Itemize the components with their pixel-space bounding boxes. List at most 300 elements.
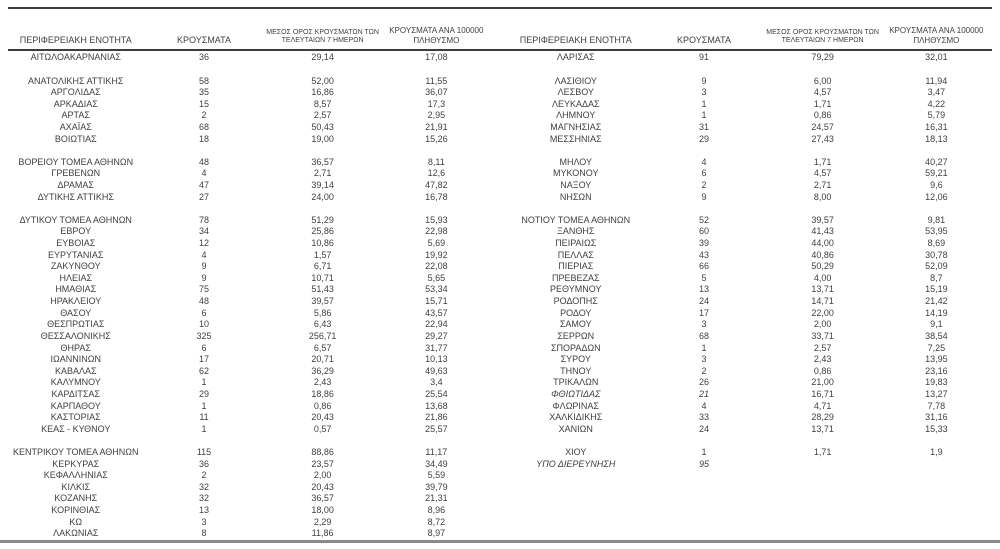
cell-per100k: 31,16: [925, 412, 948, 423]
cell-region: ΛΑΡΙΣΑΣ: [556, 52, 595, 63]
cell-cases: 15: [199, 98, 210, 109]
cell-cases: 48: [199, 156, 210, 167]
cell-avg7: 14,71: [811, 296, 834, 307]
column-header-region: ΠΕΡΙΦΕΡΕΙΑΚΗ ΕΝΟΤΗΤΑ: [19, 34, 132, 45]
cell-avg7: 36,57: [311, 493, 334, 504]
table-row: [8, 180, 492, 192]
table-row: [8, 424, 492, 436]
cell-avg7: 79,29: [811, 52, 834, 63]
cell-avg7: 36,29: [311, 365, 334, 376]
cell-avg7: 6,43: [313, 319, 332, 330]
table-row: [8, 482, 492, 494]
cell-region: ΑΡΤΑΣ: [61, 110, 90, 121]
cell-cases: 9: [201, 272, 207, 283]
cell-per100k: 8,69: [927, 238, 946, 249]
cell-per100k: 5,59: [427, 470, 446, 481]
cell-region: ΚΕΦΑΛΛΗΝΙΑΣ: [43, 470, 108, 481]
cell-cases: 1: [701, 342, 707, 353]
cell-per100k: 53,34: [425, 284, 448, 295]
table-row: [8, 191, 492, 203]
cell-cases: 78: [199, 214, 210, 225]
table-row: [8, 307, 492, 319]
table-row: [8, 412, 492, 424]
cell-per100k: 30,78: [925, 249, 948, 260]
table-row: [508, 331, 992, 343]
cell-avg7: 19,00: [311, 133, 334, 144]
cell-per100k: 15,26: [425, 133, 448, 144]
cell-cases: 8: [201, 528, 207, 539]
cell-per100k: 1,9: [930, 447, 943, 458]
table-row: [508, 226, 992, 238]
cell-per100k: 22,08: [425, 261, 448, 272]
cell-avg7: 2,00: [313, 470, 332, 481]
cell-cases: 9: [201, 261, 207, 272]
cell-avg7: 18,86: [311, 388, 334, 399]
cell-cases: 2: [201, 470, 207, 481]
cell-per100k: 5,79: [927, 110, 946, 121]
table-row: [508, 319, 992, 331]
cell-cases: 32: [199, 493, 210, 504]
cell-cases: 36: [199, 458, 210, 469]
spacer-row: [8, 435, 492, 447]
cell-region: ΚΑΒΑΛΑΣ: [54, 365, 97, 376]
cell-region: ΛΑΣΙΘΙΟΥ: [554, 75, 597, 86]
table-row: [508, 342, 992, 354]
table-row: [8, 249, 492, 261]
cell-avg7: 2,00: [813, 319, 832, 330]
cell-region: ΚΑΣΤΟΡΙΑΣ: [50, 412, 101, 423]
cell-avg7: 51,43: [311, 284, 334, 295]
cell-avg7: 5,86: [313, 307, 332, 318]
cell-per100k: 8,97: [427, 528, 446, 539]
cell-avg7: 29,14: [311, 52, 334, 63]
cell-region: ΔΡΑΜΑΣ: [57, 180, 94, 190]
cell-cases: 48: [199, 296, 210, 307]
cell-avg7: 256,71: [308, 330, 337, 341]
cell-cases: 4: [201, 168, 207, 179]
cell-region: ΚΕΑΣ - ΚΥΘΝΟΥ: [41, 423, 111, 434]
cell-cases: 6: [701, 168, 707, 179]
cell-per100k: 19,83: [925, 377, 948, 388]
cell-per100k: 59,21: [925, 168, 948, 179]
cell-cases: 47: [199, 180, 210, 190]
cell-cases: 17: [699, 307, 710, 318]
cell-region: ΙΩΑΝΝΙΝΩΝ: [50, 354, 101, 365]
cell-avg7: 51,29: [311, 214, 334, 225]
cell-per100k: 49,63: [425, 365, 448, 376]
cell-per100k: 22,94: [425, 319, 448, 330]
cell-region: ΒΟΙΩΤΙΑΣ: [54, 133, 97, 144]
cell-region: ΚΟΖΑΝΗΣ: [54, 493, 98, 504]
cell-cases: 31: [699, 121, 710, 132]
cell-per100k: 22,98: [425, 226, 448, 237]
spacer-row: [508, 203, 992, 215]
table-row: [508, 249, 992, 261]
table-row: [8, 98, 492, 110]
cell-per100k: 18,13: [925, 133, 948, 144]
cell-avg7: 24,00: [311, 191, 334, 202]
cell-avg7: 13,71: [811, 284, 834, 295]
cell-region: ΛΑΚΩΝΙΑΣ: [53, 528, 99, 539]
spacer-row: [508, 145, 992, 157]
cell-per100k: 7,78: [927, 400, 946, 411]
cell-cases: 1: [701, 447, 707, 458]
cell-avg7: 2,57: [813, 342, 832, 353]
cell-region: ΥΠΟ ΔΙΕΡΕΥΝΗΣΗ: [536, 458, 616, 469]
cell-cases: 3: [201, 516, 207, 527]
cell-per100k: 29,27: [425, 330, 448, 341]
cell-per100k: 21,86: [425, 412, 448, 423]
cell-cases: 68: [699, 330, 710, 341]
cell-avg7: 16,86: [311, 87, 334, 98]
cell-region: ΚΑΛΥΜΝΟΥ: [50, 377, 101, 388]
cell-region: ΣΥΡΟΥ: [560, 354, 591, 365]
cell-region: ΝΗΣΩΝ: [559, 191, 592, 202]
cell-avg7: 0,86: [813, 365, 832, 376]
table-row: [8, 319, 492, 331]
cell-cases: 66: [699, 261, 710, 272]
cell-cases: 1: [201, 423, 207, 434]
cell-cases: 95: [699, 458, 710, 469]
cell-per100k: 17,3: [427, 98, 446, 109]
cell-avg7: 21,00: [811, 377, 834, 388]
cell-per100k: 15,19: [925, 284, 948, 295]
cell-avg7: 27,43: [811, 133, 834, 144]
cell-region: ΝΟΤΙΟΥ ΤΟΜΕΑ ΑΘΗΝΩΝ: [521, 214, 631, 225]
table-row: [508, 75, 992, 87]
cell-cases: 43: [699, 249, 710, 260]
table-row: [508, 424, 992, 436]
cell-region: ΚΩ: [69, 516, 83, 527]
table-body: [508, 52, 992, 470]
cell-region: ΚΟΡΙΝΘΙΑΣ: [51, 505, 101, 516]
cell-cases: 2: [701, 180, 707, 190]
table-row: [8, 296, 492, 308]
table-row: [8, 261, 492, 273]
cell-region: ΡΟΔΟΥ: [560, 307, 592, 318]
cell-per100k: 13,68: [425, 400, 448, 411]
cell-per100k: 11,55: [425, 75, 448, 86]
table-row: [508, 156, 992, 168]
cell-cases: 12: [199, 238, 210, 249]
cell-region: ΧΙΟΥ: [565, 447, 587, 458]
cell-cases: 1: [201, 400, 207, 411]
cell-avg7: 39,14: [311, 180, 334, 190]
column-header-per100k: ΚΡΟΥΣΜΑΤΑ ΑΝΑ 100000 ΠΛΗΘΥΣΜΟ: [389, 26, 484, 45]
table-row: [8, 122, 492, 134]
cell-cases: 17: [199, 354, 210, 365]
table-row: [8, 168, 492, 180]
spacer-row: [508, 64, 992, 76]
cell-avg7: 0,57: [313, 423, 332, 434]
cell-per100k: 38,54: [925, 330, 948, 341]
cell-per100k: 15,33: [925, 423, 948, 434]
cell-avg7: 13,71: [811, 423, 834, 434]
cell-cases: 75: [199, 284, 210, 295]
cell-avg7: 4,00: [813, 272, 832, 283]
table-row: [508, 365, 992, 377]
cell-avg7: 4,71: [813, 400, 832, 411]
table-row: [508, 110, 992, 122]
cell-avg7: 16,71: [811, 388, 834, 399]
cell-region: ΚΑΡΔΙΤΣΑΣ: [51, 388, 100, 399]
table-row: [8, 133, 492, 145]
table-row: [8, 516, 492, 528]
cell-per100k: 13,95: [925, 354, 948, 365]
cell-region: ΞΑΝΘΗΣ: [557, 226, 595, 237]
cell-avg7: 39,57: [311, 296, 334, 307]
cell-avg7: 22,00: [811, 307, 834, 318]
cell-avg7: 1,71: [813, 447, 832, 458]
cell-per100k: 11,17: [425, 447, 448, 458]
cell-region: ΣΕΡΡΩΝ: [557, 330, 595, 341]
cell-cases: 36: [199, 52, 210, 63]
cell-per100k: 47,82: [425, 180, 448, 190]
cell-avg7: 36,57: [311, 156, 334, 167]
cell-cases: 6: [201, 342, 207, 353]
table-header: [508, 9, 992, 48]
cell-per100k: 9,6: [930, 180, 943, 190]
cell-cases: 32: [199, 481, 210, 492]
cell-region: ΗΜΑΘΙΑΣ: [55, 284, 97, 295]
cell-cases: 62: [199, 365, 210, 376]
cell-avg7: 39,57: [811, 214, 834, 225]
cell-avg7: 28,29: [811, 412, 834, 423]
cell-cases: 9: [701, 191, 707, 202]
cell-per100k: 52,09: [925, 261, 948, 272]
cell-region: ΠΕΙΡΑΙΩΣ: [555, 238, 597, 249]
cell-cases: 91: [699, 52, 710, 63]
cell-cases: 52: [699, 214, 710, 225]
cell-cases: 13: [699, 284, 710, 295]
cell-region: ΚΕΝΤΡΙΚΟΥ ΤΟΜΕΑ ΑΘΗΝΩΝ: [13, 447, 139, 458]
cell-cases: 4: [701, 156, 707, 167]
cell-region: ΧΑΛΚΙΔΙΚΗΣ: [549, 412, 603, 423]
table-row: [508, 168, 992, 180]
cell-region: ΦΘΙΩΤΙΔΑΣ: [551, 388, 601, 399]
table-row: [508, 296, 992, 308]
cell-avg7: 10,71: [311, 272, 334, 283]
cell-avg7: 2,57: [313, 110, 332, 121]
cell-avg7: 4,57: [813, 168, 832, 179]
cell-avg7: 25,86: [311, 226, 334, 237]
table-row: [508, 307, 992, 319]
cell-region: ΚΑΡΠΑΘΟΥ: [50, 400, 101, 411]
cell-region: ΦΛΩΡΙΝΑΣ: [552, 400, 599, 411]
cell-region: ΣΑΜΟΥ: [559, 319, 592, 330]
cell-avg7: 44,00: [811, 238, 834, 249]
cell-cases: 2: [201, 110, 207, 121]
table-row: [508, 122, 992, 134]
table-row: [508, 215, 992, 227]
table-row: [8, 377, 492, 389]
cell-cases: 1: [701, 110, 707, 121]
cell-per100k: 39,79: [425, 481, 448, 492]
table-row: [8, 52, 492, 64]
cell-avg7: 6,00: [813, 75, 832, 86]
table-row: [8, 505, 492, 517]
cell-per100k: 40,27: [925, 156, 948, 167]
regional-table-right: [508, 0, 992, 549]
table-row: [508, 400, 992, 412]
cell-region: ΕΒΡΟΥ: [60, 226, 92, 237]
cell-per100k: 31,77: [425, 342, 448, 353]
cell-region: ΣΠΟΡΑΔΩΝ: [550, 342, 601, 353]
cell-cases: 13: [199, 505, 210, 516]
cell-cases: 2: [701, 365, 707, 376]
table-row: [8, 389, 492, 401]
cell-avg7: 52,00: [311, 75, 334, 86]
cell-per100k: 34,49: [425, 458, 448, 469]
cell-avg7: 6,71: [313, 261, 332, 272]
cell-avg7: 4,57: [813, 87, 832, 98]
table-row: [508, 354, 992, 366]
table-row: [8, 238, 492, 250]
cell-region: ΜΗΛΟΥ: [559, 156, 593, 167]
cell-region: ΗΛΕΙΑΣ: [59, 272, 93, 283]
cell-region: ΝΑΞΟΥ: [560, 180, 592, 190]
table-row: [508, 133, 992, 145]
cell-per100k: 17,08: [425, 52, 448, 63]
cell-per100k: 15,93: [425, 214, 448, 225]
cell-cases: 33: [699, 412, 710, 423]
cell-avg7: 0,86: [813, 110, 832, 121]
table-row: [508, 180, 992, 192]
cell-cases: 1: [201, 377, 207, 388]
cell-region: ΘΕΣΠΡΩΤΙΑΣ: [47, 319, 105, 330]
cell-per100k: 21,91: [425, 121, 448, 132]
cell-per100k: 14,19: [925, 307, 948, 318]
table-row: [8, 354, 492, 366]
cell-per100k: 8,72: [427, 516, 446, 527]
table-row: [8, 273, 492, 285]
cell-region: ΜΕΣΣΗΝΙΑΣ: [549, 133, 602, 144]
cell-cases: 9: [701, 75, 707, 86]
regional-table-left: [8, 0, 492, 549]
cell-per100k: 13,27: [925, 388, 948, 399]
cell-per100k: 36,07: [425, 87, 448, 98]
cell-region: ΜΥΚΟΝΟΥ: [553, 168, 599, 179]
cell-per100k: 8,7: [930, 272, 943, 283]
table-row: [8, 493, 492, 505]
cell-avg7: 24,57: [811, 121, 834, 132]
cell-avg7: 1,57: [313, 249, 332, 260]
column-header-region: ΠΕΡΙΦΕΡΕΙΑΚΗ ΕΝΟΤΗΤΑ: [519, 34, 632, 45]
table-row: [508, 458, 992, 470]
cell-region: ΤΡΙΚΑΛΩΝ: [553, 377, 599, 388]
table-row: [8, 110, 492, 122]
table-row: [8, 365, 492, 377]
cell-cases: 5: [701, 272, 707, 283]
cell-per100k: 7,25: [927, 342, 946, 353]
cell-per100k: 9,81: [927, 214, 946, 225]
cell-avg7: 2,29: [313, 516, 332, 527]
cell-cases: 24: [699, 296, 710, 307]
cell-region: ΤΗΝΟΥ: [560, 365, 592, 376]
table-row: [8, 331, 492, 343]
table-row: [8, 528, 492, 540]
cell-cases: 26: [699, 377, 710, 388]
cell-region: ΠΡΕΒΕΖΑΣ: [551, 272, 600, 283]
table-row: [8, 75, 492, 87]
cell-cases: 3: [701, 354, 707, 365]
cell-avg7: 50,43: [311, 121, 334, 132]
cell-per100k: 25,57: [425, 423, 448, 434]
cell-cases: 27: [199, 191, 210, 202]
cell-avg7: 6,57: [313, 342, 332, 353]
column-header-cases: ΚΡΟΥΣΜΑΤΑ: [677, 34, 731, 45]
table-row: [508, 261, 992, 273]
table-row: [508, 238, 992, 250]
cell-region: ΕΥΡΥΤΑΝΙΑΣ: [48, 249, 104, 260]
cell-region: ΑΧΑΪΑΣ: [59, 121, 92, 132]
column-header-per100k: ΚΡΟΥΣΜΑΤΑ ΑΝΑ 100000 ΠΛΗΘΥΣΜΟ: [889, 26, 984, 45]
cell-cases: 11: [199, 412, 209, 423]
cell-per100k: 8,11: [427, 156, 445, 167]
cell-region: ΗΡΑΚΛΕΙΟΥ: [50, 296, 102, 307]
table-row: [508, 447, 992, 459]
cell-per100k: 21,31: [425, 493, 448, 504]
cell-per100k: 11,94: [925, 75, 948, 86]
table-row: [8, 284, 492, 296]
cell-region: ΒΟΡΕΙΟΥ ΤΟΜΕΑ ΑΘΗΝΩΝ: [18, 156, 134, 167]
cell-avg7: 1,71: [813, 98, 832, 109]
table-row: [8, 447, 492, 459]
cell-per100k: 15,71: [425, 296, 448, 307]
cell-region: ΑΙΤΩΛΟΑΚΑΡΝΑΝΙΑΣ: [30, 52, 121, 63]
cell-region: ΠΕΛΛΑΣ: [557, 249, 594, 260]
cell-per100k: 5,65: [427, 272, 446, 283]
cell-avg7: 33,71: [811, 330, 834, 341]
cell-per100k: 10,13: [425, 354, 448, 365]
table-row: [8, 470, 492, 482]
cell-cases: 115: [196, 447, 212, 458]
cell-region: ΑΡΚΑΔΙΑΣ: [53, 98, 98, 109]
spacer-row: [508, 435, 992, 447]
table-row: [508, 52, 992, 64]
cell-per100k: 8,96: [427, 505, 446, 516]
cell-avg7: 2,71: [313, 168, 332, 179]
cell-cases: 6: [201, 307, 207, 318]
table-row: [8, 156, 492, 168]
cell-cases: 24: [699, 423, 710, 434]
spacer-row: [8, 145, 492, 157]
cell-per100k: 3,4: [430, 377, 443, 388]
cell-region: ΔΥΤΙΚΟΥ ΤΟΜΕΑ ΑΘΗΝΩΝ: [19, 214, 132, 225]
cell-region: ΑΝΑΤΟΛΙΚΗΣ ΑΤΤΙΚΗΣ: [28, 75, 124, 86]
cell-region: ΓΡΕΒΕΝΩΝ: [51, 168, 101, 179]
cell-region: ΚΕΡΚΥΡΑΣ: [52, 458, 100, 469]
cell-region: ΛΕΥΚΑΔΑΣ: [551, 98, 600, 109]
cell-cases: 29: [199, 388, 210, 399]
cell-avg7: 2,43: [813, 354, 832, 365]
cell-cases: 1: [701, 98, 707, 109]
table-row: [8, 87, 492, 99]
cell-avg7: 23,57: [311, 458, 334, 469]
cell-avg7: 11,86: [311, 528, 334, 539]
cell-avg7: 88,86: [311, 447, 334, 458]
cell-per100k: 53,95: [925, 226, 948, 237]
cell-per100k: 3,47: [927, 87, 946, 98]
cell-per100k: 16,31: [925, 121, 948, 132]
column-header-cases: ΚΡΟΥΣΜΑΤΑ: [177, 34, 231, 45]
table-row: [508, 412, 992, 424]
cell-avg7: 20,43: [311, 412, 334, 423]
cell-cases: 58: [199, 75, 210, 86]
spacer-row: [8, 64, 492, 76]
cell-cases: 18: [199, 133, 210, 144]
cell-cases: 39: [699, 238, 710, 249]
